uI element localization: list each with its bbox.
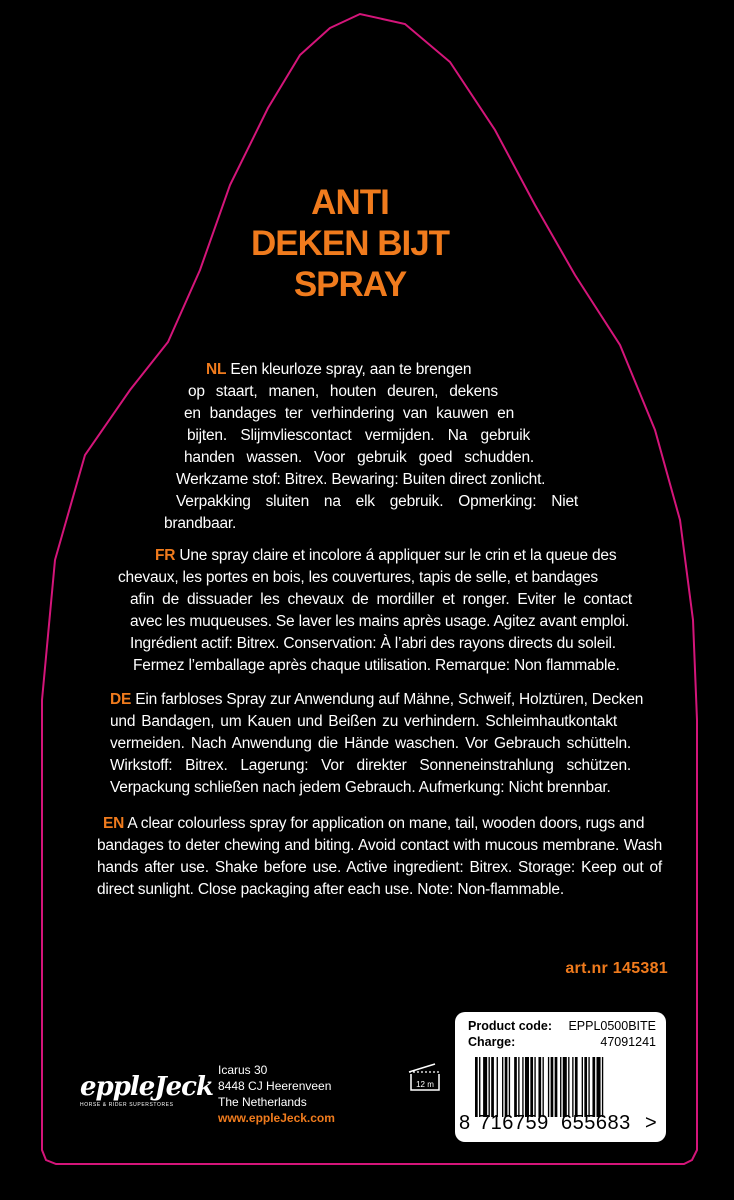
text-line: handen wassen. Voor gebruik goed schudden. — [184, 449, 534, 466]
ean-digit-group: 716759 — [479, 1112, 549, 1134]
barcode-bar — [502, 1057, 503, 1117]
text-line: Ingrédient actif: Bitrex. Conservation: À l’abri des rayons directs du soleil. — [130, 635, 616, 652]
barcode-bar — [497, 1057, 498, 1117]
pao-months: 12 m — [416, 1080, 434, 1089]
charge-label: Charge: — [468, 1035, 516, 1049]
barcode-bar — [568, 1057, 569, 1117]
barcode-bar — [525, 1057, 529, 1117]
text-line: FR Une spray claire et incolore á appliquer sur le crin et la queue des — [155, 547, 617, 564]
charge-row — [468, 1034, 656, 1050]
description-fr — [118, 545, 632, 677]
barcode-bar — [509, 1057, 510, 1117]
product-code-row — [468, 1018, 656, 1034]
language-code: NL — [206, 361, 227, 378]
barcode-bar — [548, 1057, 549, 1117]
product-code-label: Product code: — [468, 1019, 553, 1033]
text-line: Fermez l’emballage après chaque utilisation. Remarque: Non flammable. — [133, 657, 620, 674]
barcode-bar — [479, 1057, 480, 1117]
text-line: bandages to deter chewing and biting. Avoid contact with mucous membrane. Wash — [97, 837, 662, 854]
logo-tagline: HORSE & RIDER SUPERSTORES — [80, 1102, 174, 1108]
ean-digit-group: 8 — [459, 1112, 471, 1134]
charge-value: 47091241 — [600, 1035, 656, 1049]
barcode-bar — [514, 1057, 517, 1117]
barcode-bar — [575, 1057, 578, 1117]
barcode-bar — [584, 1057, 587, 1117]
title-line: DEKEN BIJT — [250, 224, 450, 263]
text-line: Wirkstoff: Bitrex. Lagerung: Vor direkter Sonneneinstrahlung schützen. — [110, 757, 631, 774]
barcode-bar — [551, 1057, 554, 1117]
description-de — [110, 689, 644, 799]
barcode-bar — [522, 1057, 523, 1117]
product-code-value: EPPL0500BITE — [568, 1019, 656, 1033]
ean-digit-group: 655683 — [561, 1112, 631, 1134]
barcode — [475, 1057, 645, 1117]
barcode-bar — [543, 1057, 544, 1117]
article-number: art.nr 145381 — [565, 960, 668, 977]
barcode-bar — [483, 1057, 487, 1117]
text-line: op staart, manen, houten deuren, dekens — [188, 383, 498, 400]
epplejeck-logo — [80, 1072, 214, 1108]
text-line: afin de dissuader les chevaux de mordiller et ronger. Eviter le contact — [130, 591, 632, 608]
logo-wordmark: eppleJeck — [80, 1072, 214, 1102]
language-code: EN — [103, 815, 125, 832]
text-line: bijten. Slijmvliescontact vermijden. Na gebruik — [187, 427, 530, 444]
barcode-bar — [563, 1057, 567, 1117]
product-label — [455, 1012, 666, 1142]
barcode-bar — [597, 1057, 601, 1117]
text-line: vermeiden. Nach Anwendung die Hände waschen. Vor Gebrauch schütteln. — [110, 735, 631, 752]
text-line: Werkzame stof: Bitrex. Bewaring: Buiten direct zonlicht. — [176, 471, 546, 488]
ean-digit-group: > — [645, 1112, 658, 1134]
text-line: direct sunlight. Close packaging after each use. Note: Non-flammable. — [97, 881, 564, 898]
text-line: NL Een kleurloze spray, aan te brengen — [206, 361, 472, 378]
barcode-bar — [572, 1057, 573, 1117]
text-line: chevaux, les portes en bois, les couvertures, tapis de selle, et bandages — [118, 569, 598, 586]
barcode-bar — [582, 1057, 583, 1117]
barcode-bar — [560, 1057, 561, 1117]
language-code: DE — [110, 691, 132, 708]
text-line: avec les muqueuses. Se laver les mains après usage. Agitez avant emploi. — [130, 613, 630, 630]
barcode-bar — [592, 1057, 595, 1117]
barcode-bar — [588, 1057, 589, 1117]
barcode-bar — [489, 1057, 490, 1117]
barcode-bar — [491, 1057, 494, 1117]
barcode-bar — [530, 1057, 533, 1117]
text-line: DE Ein farbloses Spray zur Anwendung auf Mähne, Schweif, Holztüren, Decken — [110, 691, 644, 708]
barcode-bar — [538, 1057, 541, 1117]
company-address — [218, 1062, 335, 1126]
barcode-bar — [602, 1057, 603, 1117]
open-jar-icon — [405, 1060, 445, 1096]
barcode-bar — [505, 1057, 508, 1117]
description-en — [97, 813, 667, 901]
title-line: ANTI — [311, 183, 389, 222]
text-line: hands after use. Shake before use. Active ingredient: Bitrex. Storage: Keep out of — [97, 859, 662, 876]
barcode-bar — [475, 1057, 478, 1117]
website-link[interactable]: www.eppleJeck.com — [218, 1111, 335, 1125]
title-line: SPRAY — [293, 265, 407, 304]
text-line: Verpakking sluiten na elk gebruik. Opmerking: Niet — [176, 493, 578, 510]
text-line: und Bandagen, um Kauen und Beißen zu verhindern. Schleimhautkontakt — [110, 713, 617, 730]
address-country: The Netherlands — [218, 1095, 307, 1109]
barcode-bar — [534, 1057, 535, 1117]
address-city: 8448 CJ Heerenveen — [218, 1079, 332, 1093]
text-line: Verpackung schließen nach jedem Gebrauch. Aufmerkung: Nicht brennbar. — [110, 779, 611, 796]
product-title — [200, 182, 500, 305]
text-line: brandbaar. — [164, 515, 237, 532]
barcode-bar — [518, 1057, 519, 1117]
description-nl — [164, 359, 578, 535]
text-line: en bandages ter verhindering van kauwen en — [184, 405, 514, 422]
language-code: FR — [155, 547, 176, 564]
address-street: Icarus 30 — [218, 1063, 268, 1077]
barcode-bar — [555, 1057, 558, 1117]
text-line: EN A clear colourless spray for application on mane, tail, wooden doors, rugs and — [103, 815, 645, 832]
